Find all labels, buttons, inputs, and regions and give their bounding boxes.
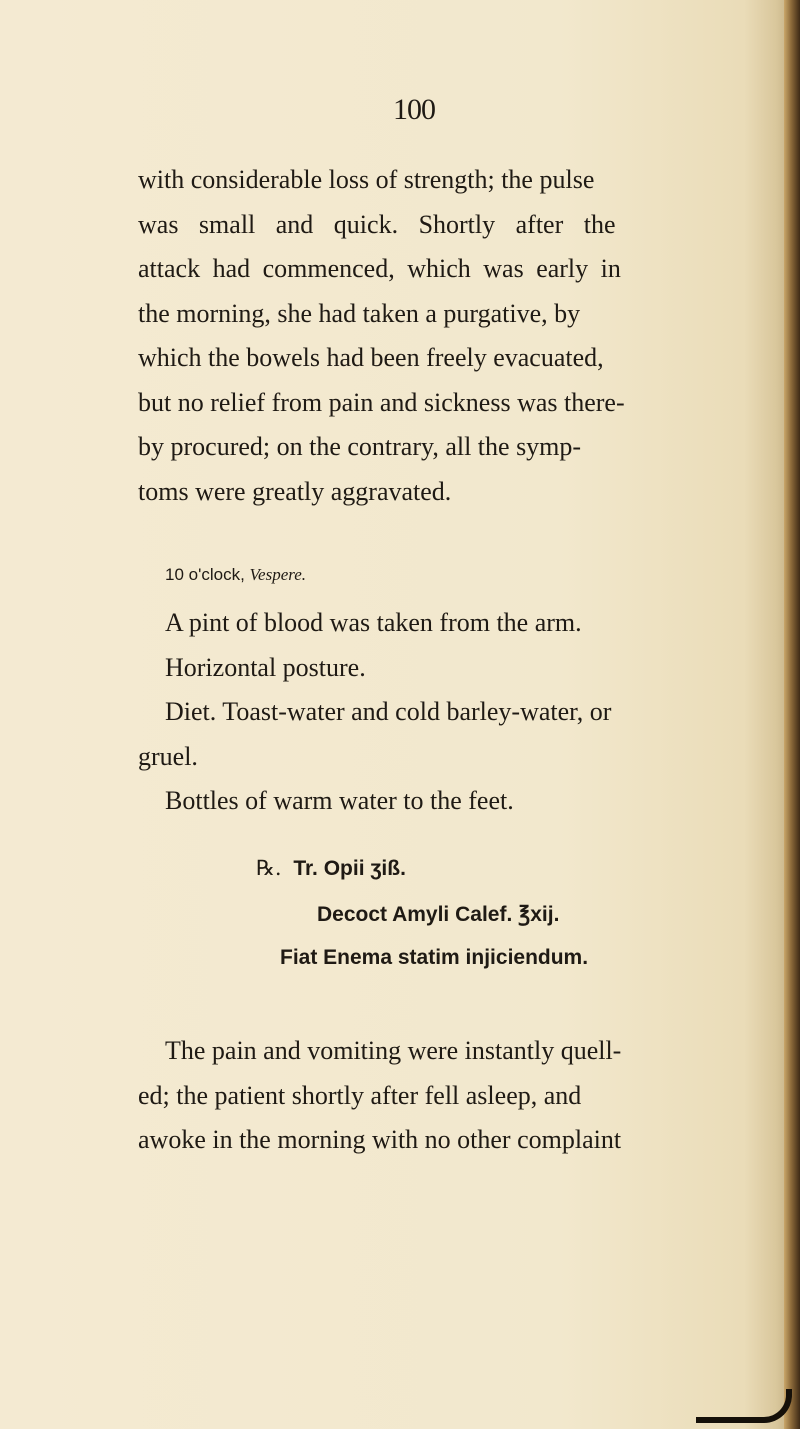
prescription-line-1 (256, 856, 406, 881)
paragraph-line: with considerable loss of strength; the pulse (138, 165, 595, 194)
entry-time-latin: Vespere. (249, 565, 307, 584)
paragraph-1 (138, 158, 742, 514)
paragraph-2 (138, 1029, 744, 1163)
paragraph-line: attack had commenced, which was early in (138, 254, 621, 283)
entry-item-blood: A pint of blood was taken from the arm. (165, 608, 582, 637)
entry-time (165, 565, 306, 585)
paragraph-line: but no relief from pain and sickness was there- (138, 387, 625, 417)
entry-item-posture: Horizontal posture. (165, 653, 366, 682)
binding-shadow (696, 1389, 792, 1423)
entry-time-clock: 10 o'clock, (165, 565, 245, 584)
page-number: 100 (393, 93, 435, 126)
paragraph-line: awoke in the morning with no other complaint (138, 1125, 622, 1154)
entry-item-diet-cont: gruel. (138, 742, 198, 771)
paragraph-line: which the bowels had been freely evacuated, (138, 343, 604, 372)
prescription-text-1: Tr. Opii ʒiß. (293, 857, 406, 880)
entry-item-diet: Diet. Toast-water and cold barley-water, or (165, 697, 612, 726)
prescription-line-2: Decoct Amyli Calef. ℥xij. (317, 903, 560, 926)
page-binding-edge (784, 0, 800, 1429)
paragraph-line: toms were greatly aggravated. (138, 476, 452, 506)
paragraph-line: was small and quick. Shortly after the (138, 209, 616, 239)
paragraph-line: by procured; on the contrary, all the symp- (138, 432, 582, 461)
recipe-symbol: ℞. (256, 856, 282, 880)
entry-item-bottles: Bottles of warm water to the feet. (165, 786, 514, 815)
prescription-line-3: Fiat Enema statim injiciendum. (280, 946, 589, 969)
paragraph-line: The pain and vomiting were instantly quell- (165, 1036, 622, 1065)
paragraph-line: the morning, she had taken a purgative, by (138, 298, 581, 328)
paragraph-line: ed; the patient shortly after fell asleep, and (138, 1080, 582, 1110)
